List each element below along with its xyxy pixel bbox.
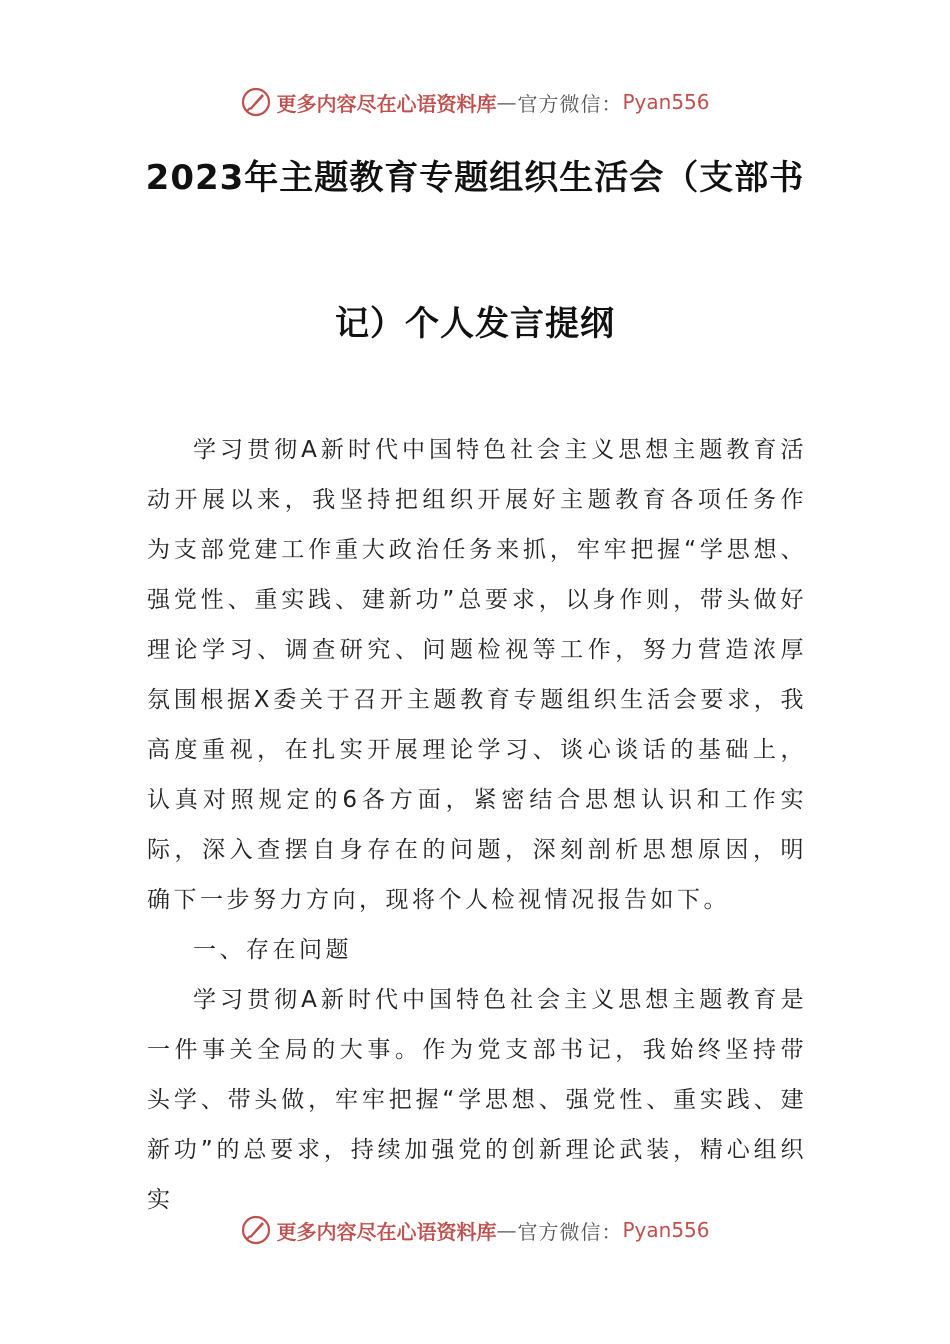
site-text: 更多内容尽在心语资料库 [276, 91, 497, 116]
paragraph: 学习贯彻A新时代中国特色社会主义思想主题教育活动开展以来，我坚持把组织开展好主题教育各项任务作为支部党建工作重大政治任务来抓，牢牢把握“学思想、强党性、重实践、建新功”总要求，以身作则，带头做好理论学习、调查研究、问题检视等工作，努力营造浓厚氛围根据X委关于召开主题教育专题组织生活会要求，我高度重视，在扎实开展理论学习、谈心谈话的基础上，认真对照规定的6各方面，紧密结合思想认识和工作实际，深入查摆自身存在的问题，深刻剖析思想原因，明确下一步努力方向，现将个人检视情况报告如下。 [147, 437, 807, 913]
site-text: 更多内容尽在心语资料库 [276, 1219, 497, 1244]
section-heading: 一、存在问题 [193, 937, 352, 963]
document-title-line2: 记）个人发言提纲 [335, 304, 615, 344]
separator: — [496, 1218, 518, 1242]
document-body [147, 425, 807, 1225]
header-banner [0, 82, 950, 122]
wechat-label: 官方微信： [517, 91, 623, 116]
quill-logo-icon [240, 86, 272, 118]
wechat-id: Pyan556 [622, 1218, 710, 1242]
wechat-id: Pyan556 [622, 90, 710, 114]
document-title-line1: 2023年主题教育专题组织生活会（支部书 [145, 158, 805, 198]
quill-logo-icon [240, 1214, 272, 1246]
separator: — [496, 90, 518, 114]
wechat-label: 官方微信： [517, 1219, 623, 1244]
paragraph: 学习贯彻A新时代中国特色社会主义思想主题教育是一件事关全局的大事。作为党支部书记，我始终坚持带头学、带头做，牢牢把握“学思想、强党性、重实践、建新功”的总要求，持续加强党的创新理论武装，精心组织实 [147, 987, 807, 1213]
footer-banner [0, 1210, 950, 1250]
